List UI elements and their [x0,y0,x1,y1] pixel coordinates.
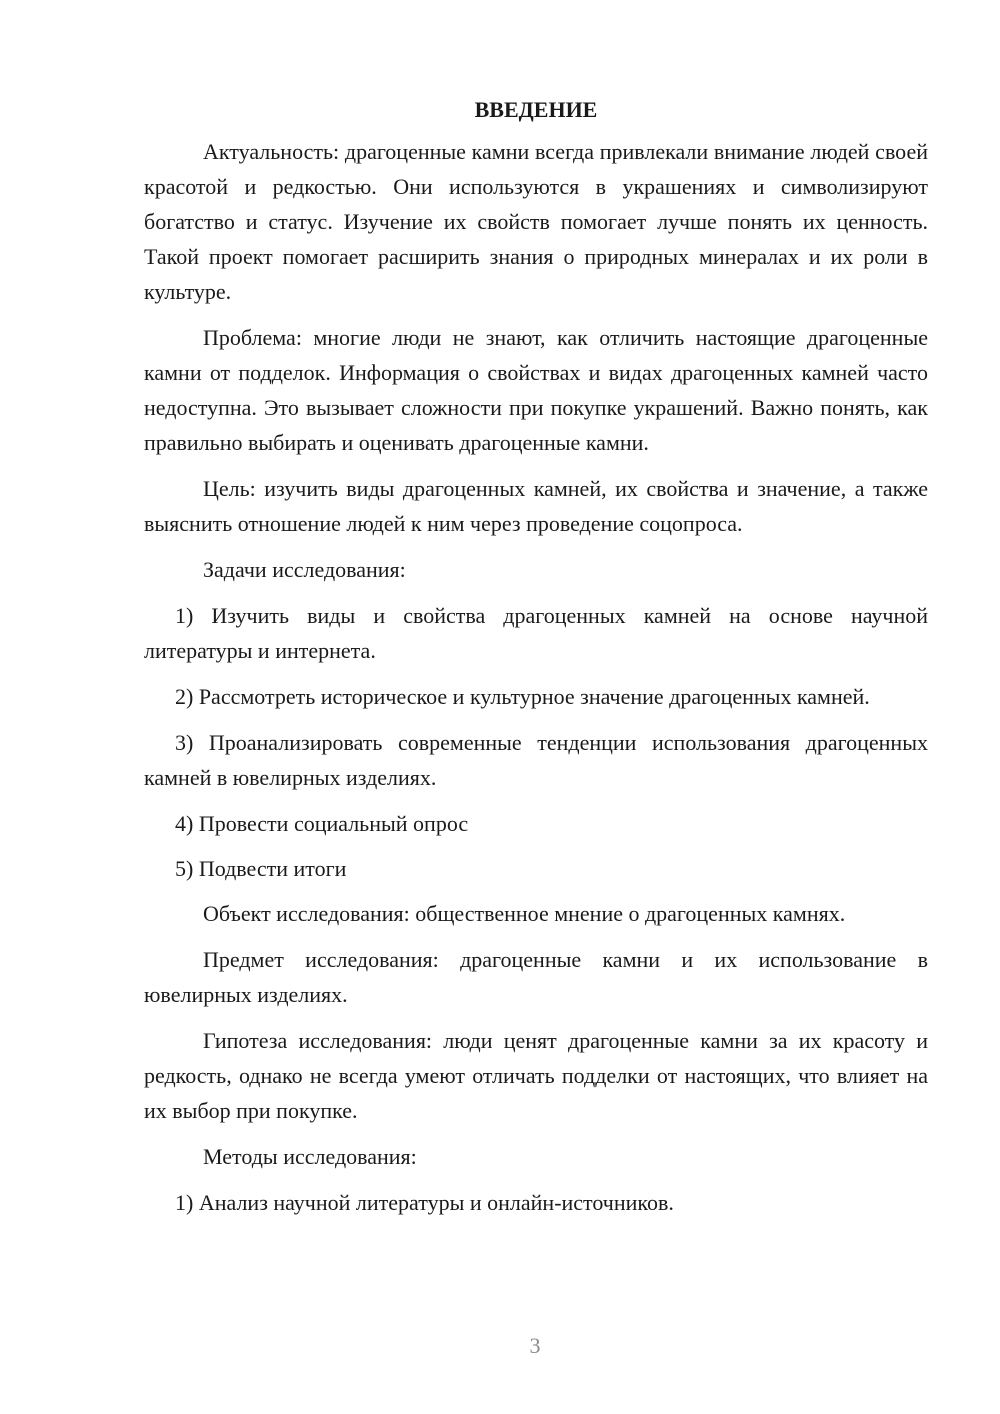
task-item: 1) Изучить виды и свойства драгоценных камней на основе научной литературы и интернета. [144,603,928,663]
method-item: 1) Анализ научной литературы и онлайн-источников. [175,1190,674,1215]
tasks-heading: Задачи исследования: [203,557,406,582]
relevance-paragraph: Актуальность: драгоценные камни всегда привлекали внимание людей своей красотой и редкостью. Они используются в украшениях и символизируют богатство и статус. Изучение их свойств помогает лучше понять их ценность. Такой проект помогает расширить знания о природных минералах и их роли в культуре. [144,139,928,304]
section-title: ВВЕДЕНИЕ [474,97,598,122]
goal-paragraph: Цель: изучить виды драгоценных камней, их свойства и значение, а также выяснить отношение людей к ним через проведение соцопроса. [144,476,928,536]
page-content [144,92,928,1231]
methods-heading: Методы исследования: [203,1144,417,1169]
task-item: 3) Проанализировать современные тенденции использования драгоценных камней в ювелирных изделиях. [144,730,928,790]
problem-paragraph: Проблема: многие люди не знают, как отличить настоящие драгоценные камни от подделок. Информация о свойствах и видах драгоценных камней часто недоступна. Это вызывает сложности при покупке украшений. Важно понять, как правильно выбирать и оценивать драгоценные камни. [144,325,928,455]
page-number: 3 [529,1333,541,1358]
task-item: 4) Провести социальный опрос [175,811,469,836]
subject-paragraph: Предмет исследования: драгоценные камни и их использование в ювелирных изделиях. [144,947,928,1007]
task-item: 2) Рассмотреть историческое и культурное значение драгоценных камней. [175,684,870,709]
hypothesis-paragraph: Гипотеза исследования: люди ценят драгоценные камни за их красоту и редкость, однако не всегда умеют отличать подделки от настоящих, что влияет на их выбор при покупке. [144,1028,928,1123]
task-item: 5) Подвести итоги [175,856,347,881]
object-paragraph: Объект исследования: общественное мнение о драгоценных камнях. [203,901,846,926]
